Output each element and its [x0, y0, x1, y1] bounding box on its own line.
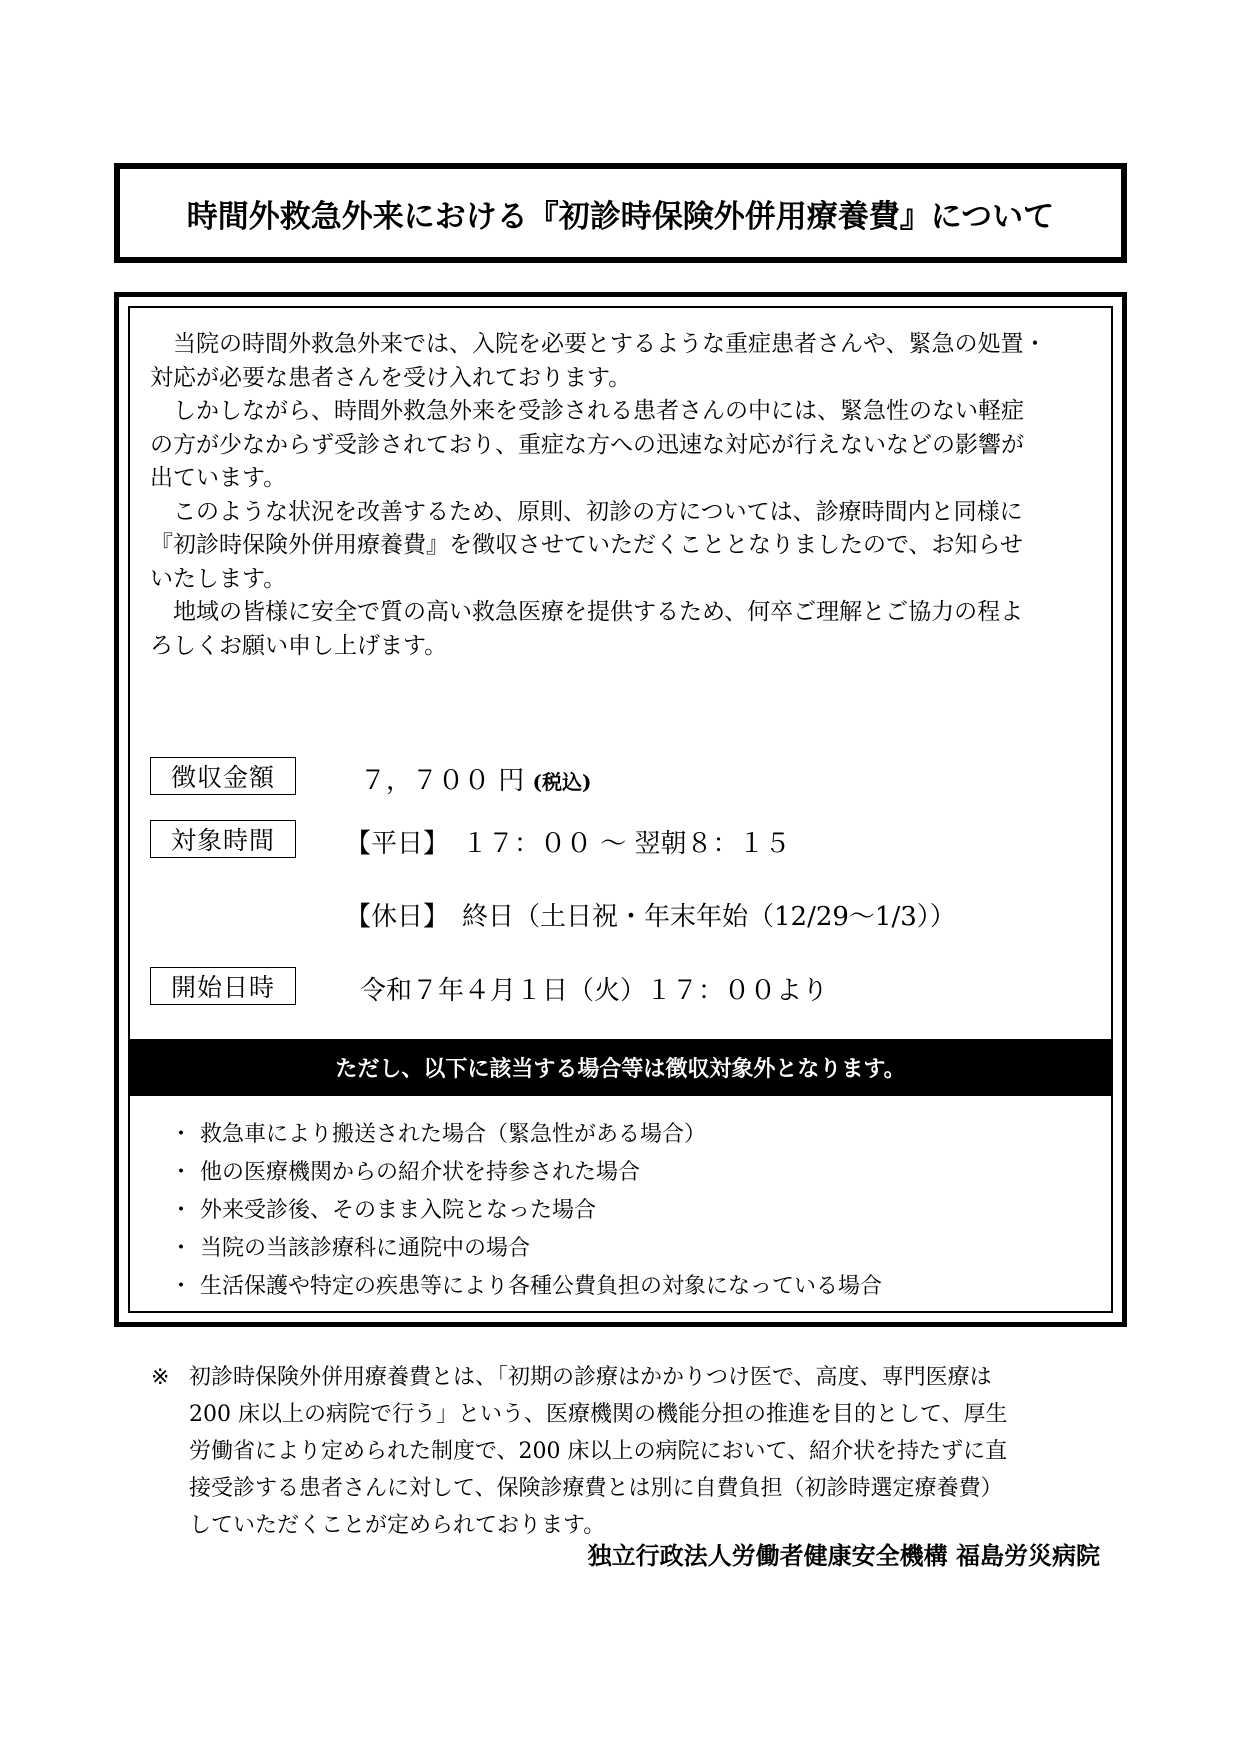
intro-line: ろしくお願い申し上げます。 — [150, 632, 448, 659]
intro-line: 出ています。 — [150, 465, 287, 491]
footnote-line: 200 床以上の病院で行う」という、医療機関の機能分担の推進を目的として、厚生 — [189, 1402, 1008, 1427]
intro-line: 『初診時保険外併用療養費』を徴収させていただくこととなりましたので、お知らせ — [150, 532, 1023, 558]
exclusion-list — [170, 1116, 882, 1306]
exclusion-text: 生活保護や特定の疾患等により各種公費負担の対象になっている場合 — [200, 1274, 883, 1299]
exclusion-text: 外来受診後、そのまま入院となった場合 — [200, 1198, 597, 1223]
intro-line: いたします。 — [150, 565, 287, 592]
intro-line: 対応が必要な患者さんを受け入れております。 — [150, 364, 632, 391]
footnote-mark: ※ — [151, 1365, 170, 1390]
footnote-line: 初診時保険外併用療養費とは、「初期の診療はかかりつけ医で、高度、専門医療は — [189, 1365, 992, 1390]
intro-text — [150, 328, 1100, 663]
bullet: ・ — [170, 1274, 193, 1299]
main-notice-inner — [128, 306, 1113, 1313]
exclusion-notice-bar: ただし、以下に該当する場合等は徴収対象外となります。 — [130, 1039, 1111, 1096]
fee-amount-row — [360, 760, 591, 797]
start-value: 令和７年４月１日（火）１７：００より — [360, 976, 829, 1006]
organization-name: 独立行政法人労働者健康安全機構 福島労災病院 — [587, 1542, 1100, 1570]
start-label: 開始日時 — [150, 967, 296, 1005]
intro-line: 当院の時間外救急外来では、入院を必要とするような重症患者さんや、緊急の処置・ — [173, 331, 1047, 357]
bullet: ・ — [170, 1198, 193, 1223]
fee-tax-note: (税込) — [532, 770, 592, 794]
hours-weekday: 【平日】 １７：００ ～ 翌朝８：１５ — [345, 829, 791, 859]
list-item — [170, 1154, 882, 1192]
intro-line: の方が少なからず受診されており、重症な方への迅速な対応が行えないなどの影響が — [150, 431, 1024, 458]
bullet: ・ — [170, 1160, 193, 1185]
title-box — [114, 163, 1127, 263]
intro-line: このような状況を改善するため、原則、初診の方については、診療時間内と同様に — [173, 498, 1023, 525]
bullet: ・ — [170, 1122, 193, 1147]
footnote-line: していただくことが定められております。 — [189, 1513, 606, 1538]
list-item — [170, 1230, 882, 1268]
hours-label: 対象時間 — [150, 820, 296, 858]
list-item — [170, 1268, 882, 1306]
fee-amount: ７，７００ 円 — [360, 766, 525, 796]
main-notice-box — [114, 292, 1127, 1327]
footnote-line: 労働省により定められた制度で、200 床以上の病院において、紹介状を持たずに直 — [189, 1439, 1008, 1464]
footnote-line: 接受診する患者さんに対して、保険診療費とは別に自費負担（初診時選定療養費） — [189, 1476, 1003, 1501]
exclusion-text: 他の医療機関からの紹介状を持参された場合 — [200, 1160, 641, 1185]
bullet: ・ — [170, 1236, 193, 1261]
exclusion-text: 救急車により搬送された場合（緊急性がある場合） — [200, 1122, 707, 1147]
exclusion-text: 当院の当該診療科に通院中の場合 — [200, 1236, 531, 1261]
intro-line: しかしながら、時間外救急外来を受診される患者さんの中には、緊急性のない軽症 — [173, 398, 1024, 424]
hours-holiday: 【休日】 終日（土日祝・年末年始（12/29～1/3）） — [345, 902, 956, 932]
footnote — [151, 1359, 1111, 1544]
footnote-body — [189, 1359, 1111, 1544]
list-item — [170, 1116, 882, 1154]
intro-line: 地域の皆様に安全で質の高い救急医療を提供するため、何卒ご理解とご協力の程よ — [173, 599, 1024, 625]
list-item — [170, 1192, 882, 1230]
page-title: 時間外救急外来における『初診時保険外併用療養費』について — [186, 198, 1055, 235]
fee-label: 徴収金額 — [150, 757, 296, 795]
